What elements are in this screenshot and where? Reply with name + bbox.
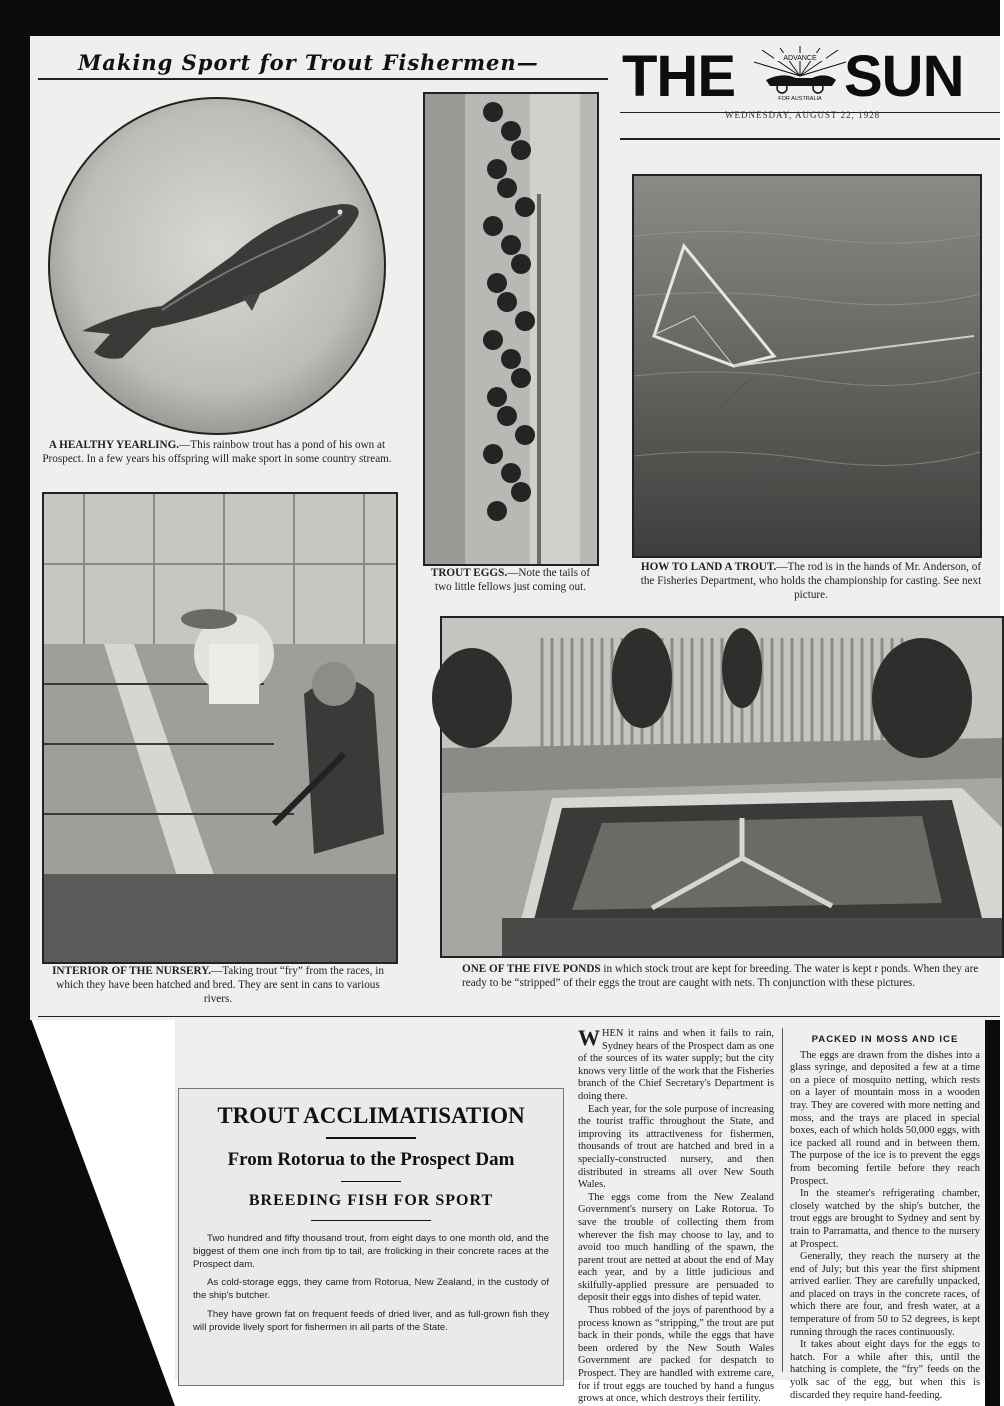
col2-paragraph-1: The eggs are drawn from the dishes into a glass syringe, and deposited a few at a time on a piece of mosquito netting, which rests on a layer of mountain moss in a wooden tray. They are covered with more netting and moss, and the trays are placed in special boxes, each of which holds 50,000 eggs, with ice packed all round and in between them. The purpose of the ice is to prevent the eggs from becoming fertile before they reach Prospect. — [790, 1049, 980, 1187]
trout-egg — [487, 501, 507, 521]
article-column-1 — [578, 1025, 774, 1405]
col1-paragraph-1: HEN it rains and when it fails to rain, Sydney hears of the Prospect dam as one of the sources of its water supply; but the city knows very little of the work that the Fisheries branch of the Chief Secretary's Department is doing there. — [578, 1028, 774, 1102]
caption-ponds-text: in which stock trout are kept for breeding. The water is kept r ponds. When they are ready to be “stripped” of their eggs the trout are caught with nets. Th conjunction with these pictures. — [462, 963, 979, 989]
trout-egg — [483, 216, 503, 236]
subhead-divider — [311, 1220, 431, 1221]
scan-top-border — [0, 0, 1000, 36]
landing-net-icon — [634, 176, 980, 556]
masthead-motto-bottom: FOR AUSTRALIA — [778, 96, 822, 102]
caption-nursery-text: —Taking trout “fry” from the races, in which they have been hatched and bred. They are sent in cans to various rivers. — [56, 965, 384, 1005]
caption-land-text: —The rod is in the hands of Mr. Anderson, of the Fisheries Department, who holds the championship for casting. See next picture. — [640, 561, 982, 601]
col1-paragraph-3: The eggs come from the New Zealand Government's nursery on Lake Rotorua. To save the trouble of collecting them from wherever the fish may choose to lay, and to avoid too much handling of the spawn, the parent trout are netted at about the end of May each year, and by a little judicious and skilfully-applied pressure are persuaded to deposit their eggs into dishes of tepid water. — [578, 1191, 774, 1304]
masthead-sun: SUN — [844, 44, 964, 109]
article-subhead: BREEDING FISH FOR SPORT — [248, 1192, 494, 1209]
trout-egg — [487, 273, 507, 293]
article-column-2 — [790, 1034, 980, 1401]
caption-land-lead: HOW TO LAND A TROUT. — [640, 561, 777, 573]
caption-eggs-lead: TROUT EGGS. — [430, 567, 508, 579]
column-divider — [782, 1028, 783, 1372]
photo-land-trout — [632, 174, 982, 558]
caption-nursery-lead: INTERIOR OF THE NURSERY. — [52, 965, 212, 977]
photo-pond — [440, 616, 1004, 958]
masthead-rule-bottom — [620, 138, 1000, 140]
trout-egg — [501, 463, 521, 483]
trout-egg — [497, 292, 517, 312]
article-title: TROUT ACCLIMATISATION — [217, 1103, 525, 1128]
col1-paragraph-2: Each year, for the sole purpose of increasing the tourist traffic throughout the State, and improving its attractiveness for fishermen, thousands of trout are hatched and bred in a specially-constructed nursery, and then distributed in streams all over New South Wales. — [578, 1103, 774, 1191]
trout-eggs-icon — [425, 94, 597, 564]
subtitle-divider — [341, 1181, 401, 1182]
photo-trout-eggs — [423, 92, 599, 566]
masthead — [622, 42, 1000, 112]
upper-section-rule — [38, 1016, 1000, 1017]
col2-paragraph-2: In the steamer's refrigerating chamber, closely watched by the ship's butcher, the trout eggs are brought to Sydney and sent by train to Parramatta, and thence to the nursery at Prospect. — [790, 1188, 980, 1250]
column-2-heading: PACKED IN MOSS AND ICE — [811, 1034, 959, 1045]
breeding-pond-icon — [442, 618, 1002, 956]
article-title-block — [178, 1088, 564, 1386]
caption-ponds — [462, 962, 1000, 990]
trout-egg — [515, 425, 535, 445]
photo-nursery — [42, 492, 398, 964]
chariot-emblem-icon — [752, 46, 848, 102]
caption-eggs — [423, 566, 598, 594]
trout-egg — [497, 406, 517, 426]
caption-ponds-lead: ONE OF THE FIVE PONDS — [462, 963, 601, 975]
caption-nursery — [42, 964, 394, 1006]
title-divider — [326, 1137, 416, 1139]
trout-egg — [511, 140, 531, 160]
article-intro — [179, 1233, 563, 1335]
trout-egg — [483, 102, 503, 122]
trout-egg — [515, 311, 535, 331]
trout-egg — [515, 197, 535, 217]
headline-rule — [38, 78, 608, 80]
intro-paragraph-1: Two hundred and fifty thousand trout, from eight days to one month old, and the biggest of them one inch from tip to tail, are frolicking in their concrete races at the Prospect dam. — [193, 1233, 549, 1270]
trout-egg — [483, 444, 503, 464]
page-headline: Making Sport for Trout Fishermen— — [78, 50, 539, 75]
trout-egg — [501, 121, 521, 141]
masthead-motto-top: ADVANCE — [783, 55, 817, 62]
masthead-the: THE — [622, 44, 735, 109]
trout-photo-icon — [42, 96, 392, 436]
trout-egg — [483, 330, 503, 350]
caption-yearling-text: —This rainbow trout has a pond of his own at Prospect. In a few years his offspring will make sport in some country stream. — [42, 439, 392, 465]
dropcap: W — [578, 1025, 600, 1050]
caption-yearling — [42, 438, 392, 466]
trout-egg — [511, 482, 531, 502]
col2-paragraph-3: Generally, they reach the nursery at the end of July; but this year the first shipment arrived earlier. They are carefully unpacked, and placed on trays in the concrete races, of which there are four, and fresh water, at a temperature of from 50 to 52 degrees, is kept running through the races continuously. — [790, 1251, 980, 1338]
trout-egg — [497, 178, 517, 198]
caption-eggs-text: —Note the tails of two little fellows just coming out. — [434, 567, 591, 593]
caption-land — [638, 560, 984, 602]
article-subtitle: From Rotorua to the Prospect Dam — [227, 1149, 515, 1170]
intro-paragraph-2: As cold-storage eggs, they came from Rotorua, New Zealand, in the custody of the ship's butcher. — [193, 1277, 549, 1302]
issue-date: WEDNESDAY, AUGUST 22, 1928 — [725, 110, 881, 120]
trout-egg — [487, 387, 507, 407]
trout-egg — [511, 254, 531, 274]
nursery-interior-icon — [44, 494, 396, 962]
col1-paragraph-4: Thus robbed of the joys of parenthood by a process known as “stripping,” the trout are put back in their ponds, while the eggs that have been ordered by the New South Wales Government are packed for despatch to Prospect. They are handled with extreme care, for if trout eggs are touched by hand a fungus grows at once, which destroys their fertility. — [578, 1305, 774, 1405]
photo-yearling — [42, 96, 392, 436]
trout-egg — [501, 235, 521, 255]
intro-paragraph-3: They have grown fat on frequent feeds of dried liver, and as full-grown fish they will provide lively sport for fishermen in all parts of the State. — [193, 1308, 549, 1333]
scan-lower-right-border — [985, 1020, 1000, 1406]
trout-egg — [501, 349, 521, 369]
caption-yearling-lead: A HEALTHY YEARLING. — [48, 439, 180, 451]
scan-left-border — [0, 0, 30, 1020]
trout-egg — [487, 159, 507, 179]
trout-egg — [511, 368, 531, 388]
col2-paragraph-4: It takes about eight days for the eggs to hatch. For a while after this, until the hatching is complete, the “fry” feeds on the yolk sac of the egg, but when this is discarded they require hand-feeding. — [790, 1339, 980, 1401]
